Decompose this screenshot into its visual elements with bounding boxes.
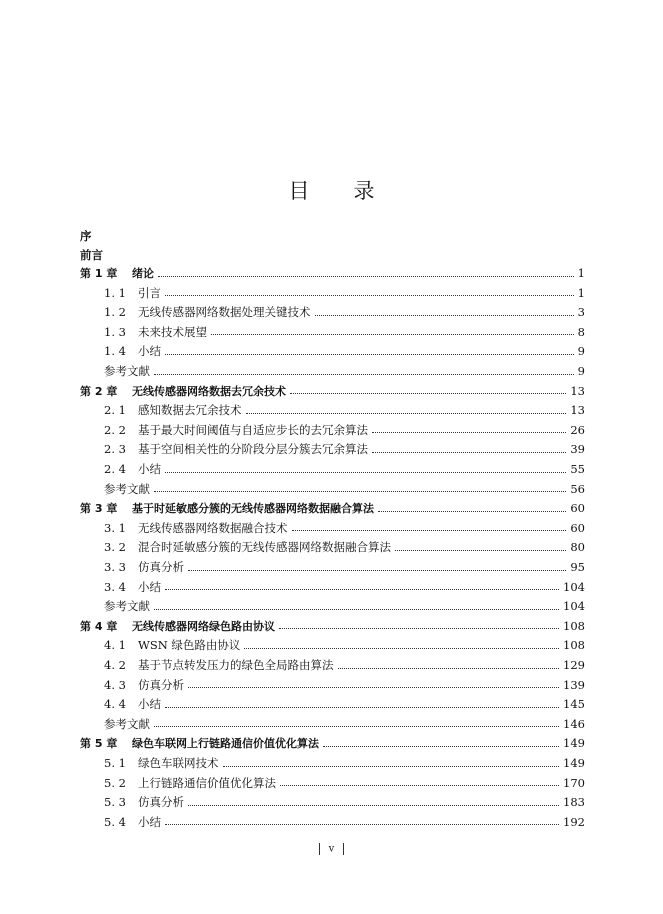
toc-entry-page: 55 xyxy=(570,462,585,476)
toc-references[interactable] xyxy=(104,481,585,497)
toc-entry-number: 2. 1 xyxy=(104,403,126,418)
toc-dot-leader xyxy=(165,589,559,590)
toc-entry-number: 4. 3 xyxy=(104,677,126,692)
toc-entry-title: 无线传感器网络数据去冗余技术 xyxy=(132,384,286,398)
footer-page-number: v xyxy=(328,843,335,855)
footer-bar-right xyxy=(343,843,344,855)
title-char-1: 目 xyxy=(288,179,310,203)
toc-entry-title: 基于最大时间阈值与自适应步长的去冗余算法 xyxy=(138,422,368,437)
toc-entry-page: 104 xyxy=(563,599,585,614)
toc-dot-leader xyxy=(154,374,574,375)
toc-section[interactable] xyxy=(104,696,585,712)
toc-section[interactable] xyxy=(104,677,585,693)
toc-entry-number: 第 5 章 xyxy=(80,737,118,751)
toc-entry-title: 参考文献 xyxy=(104,364,150,378)
toc-entry-page: 56 xyxy=(570,481,585,496)
toc-section[interactable] xyxy=(104,285,585,301)
toc-entry-number: 3. 1 xyxy=(104,520,126,535)
toc-entry-title: 小结 xyxy=(138,462,161,476)
toc-entry-title: 小结 xyxy=(138,579,161,594)
toc-dot-leader xyxy=(280,785,559,786)
toc-entry-number: 第 1 章 xyxy=(80,267,118,280)
toc-dot-leader xyxy=(154,491,566,492)
toc-entry-page: 3 xyxy=(577,305,585,320)
toc-section[interactable] xyxy=(104,520,585,536)
toc-entry-number: 5. 2 xyxy=(104,775,126,790)
toc-entry-page: 13 xyxy=(570,403,585,418)
toc-dot-leader xyxy=(188,687,559,688)
toc-entry-number: 3. 2 xyxy=(104,540,126,555)
toc-entry-title: 仿真分析 xyxy=(138,560,184,574)
toc-entry-number: 3. 3 xyxy=(104,560,126,574)
toc-dot-leader xyxy=(246,413,567,414)
page-footer xyxy=(0,843,663,855)
toc-dot-leader xyxy=(223,766,560,767)
toc-dot-leader xyxy=(378,511,566,512)
toc-entry-page: 39 xyxy=(570,442,585,457)
toc-entry-title: 引言 xyxy=(138,285,161,300)
toc-entry-number: 第 2 章 xyxy=(80,384,118,398)
toc-entry-number: 2. 2 xyxy=(104,422,126,437)
toc-entry-number: 5. 3 xyxy=(104,795,126,810)
toc-section[interactable] xyxy=(104,324,585,340)
toc-dot-leader xyxy=(372,452,566,453)
toc-entry-title: 绿色车联网上行链路通信价值优化算法 xyxy=(132,737,319,751)
toc-section[interactable] xyxy=(104,402,585,418)
toc-entry-number: 4. 2 xyxy=(104,658,126,672)
toc-entry-number: 1. 4 xyxy=(104,344,126,359)
toc-entry-title: 无线传感器网络绿色路由协议 xyxy=(132,619,275,633)
toc-chapter[interactable] xyxy=(80,265,585,281)
toc-entry-title: 基于空间相关性的分阶段分层分簇去冗余算法 xyxy=(138,442,368,457)
toc-section[interactable] xyxy=(104,794,585,810)
toc-dot-leader xyxy=(395,550,566,551)
toc-dot-leader xyxy=(165,472,566,473)
toc-entry-page: 60 xyxy=(570,520,585,535)
toc-dot-leader xyxy=(244,648,559,649)
toc-entry-page: 149 xyxy=(563,736,585,751)
toc-entry-title: WSN 绿色路由协议 xyxy=(138,638,241,653)
toc-chapter[interactable] xyxy=(80,500,585,516)
toc-entry-page: 8 xyxy=(577,324,585,339)
toc-entry-number: 2. 4 xyxy=(104,462,126,476)
toc-dot-leader xyxy=(323,746,559,747)
toc-section[interactable] xyxy=(104,755,585,771)
toc-entry-title: 上行链路通信价值优化算法 xyxy=(138,775,276,790)
toc-entry-page: 108 xyxy=(563,618,585,633)
toc-section[interactable] xyxy=(104,579,585,595)
toc-entry-number: 4. 1 xyxy=(104,638,126,653)
toc-entry-page: 146 xyxy=(563,716,585,731)
toc-dot-leader xyxy=(279,628,559,629)
toc-dot-leader xyxy=(338,668,560,669)
toc-entry-title: 绪论 xyxy=(132,267,154,280)
toc-entry-page: 183 xyxy=(563,795,585,810)
toc-entry-title: 无线传感器网络数据处理关键技术 xyxy=(138,305,311,320)
toc-chapter[interactable] xyxy=(80,735,585,751)
toc-section[interactable] xyxy=(104,441,585,457)
toc-entry-page: 1 xyxy=(577,285,585,300)
toc-entry-page: 95 xyxy=(570,560,585,574)
toc-dot-leader xyxy=(165,354,574,355)
toc-chapter[interactable] xyxy=(80,383,585,399)
toc-references[interactable] xyxy=(104,716,585,732)
toc-entry-title: 未来技术展望 xyxy=(138,324,207,339)
toc-entry-page: 192 xyxy=(563,814,585,829)
toc-entry-page: 60 xyxy=(570,501,585,516)
toc-chapter[interactable] xyxy=(80,618,585,634)
toc-entry-title: 基于节点转发压力的绿色全局路由算法 xyxy=(138,658,334,672)
footer-bar-left xyxy=(319,843,320,855)
toc-entry-page: 1 xyxy=(577,266,585,280)
toc-entry-page: 104 xyxy=(563,579,585,594)
toc-entry-title: 参考文献 xyxy=(104,599,150,614)
toc-dot-leader xyxy=(154,726,559,727)
toc-entry-title: 仿真分析 xyxy=(138,795,184,810)
toc-entry-page: 26 xyxy=(570,422,585,437)
page-title xyxy=(0,175,663,205)
toc-section[interactable] xyxy=(104,559,585,575)
toc-entry-number: 1. 2 xyxy=(104,305,126,320)
toc-entry-page: 149 xyxy=(563,756,585,770)
toc-entry-title: 小结 xyxy=(138,814,161,829)
toc-entry-title: 无线传感器网络数据融合技术 xyxy=(138,520,288,535)
toc-section[interactable] xyxy=(104,637,585,653)
toc-entry-page: 13 xyxy=(570,383,585,398)
toc-entry-title: 感知数据去冗余技术 xyxy=(138,403,242,418)
toc-dot-leader xyxy=(315,315,574,316)
toc-section[interactable] xyxy=(104,304,585,320)
toc-dot-leader xyxy=(290,393,566,394)
toc-section[interactable] xyxy=(104,461,585,477)
toc-dot-leader xyxy=(211,334,574,335)
toc-entry-number: 第 4 章 xyxy=(80,619,118,633)
toc-section[interactable] xyxy=(104,775,585,791)
toc-section[interactable] xyxy=(104,343,585,359)
toc-entry-title: 仿真分析 xyxy=(138,677,184,692)
toc-dot-leader xyxy=(165,707,559,708)
toc-dot-leader xyxy=(372,432,566,433)
toc-entry-title: 绿色车联网技术 xyxy=(138,756,219,770)
toc-entry-page: 129 xyxy=(563,658,585,672)
toc-foreword[interactable]: 前言 xyxy=(80,248,103,262)
toc-entry-number: 第 3 章 xyxy=(80,502,118,516)
toc-entry-page: 170 xyxy=(563,775,585,790)
toc-section[interactable] xyxy=(104,814,585,830)
toc-references[interactable] xyxy=(104,363,585,379)
toc-entry-page: 9 xyxy=(577,344,585,359)
toc-entry-number: 3. 4 xyxy=(104,579,126,594)
toc-dot-leader xyxy=(292,530,567,531)
toc-entry-title: 小结 xyxy=(138,344,161,359)
toc-dot-leader xyxy=(188,805,559,806)
toc-section[interactable] xyxy=(104,657,585,673)
toc-dot-leader xyxy=(188,570,566,571)
toc-entry-title: 混合时延敏感分簇的无线传感器网络数据融合算法 xyxy=(138,540,391,555)
toc-dot-leader xyxy=(154,609,559,610)
toc-entry-page: 9 xyxy=(577,364,585,378)
toc-entry-number: 4. 4 xyxy=(104,697,126,712)
toc-entry-number: 1. 1 xyxy=(104,285,126,300)
toc-section[interactable] xyxy=(104,422,585,438)
toc-preface[interactable]: 序 xyxy=(80,229,92,243)
toc-section[interactable] xyxy=(104,539,585,555)
title-char-2: 录 xyxy=(353,179,375,203)
toc-entry-title: 参考文献 xyxy=(104,716,150,731)
toc-entry-page: 145 xyxy=(563,697,585,712)
toc-dot-leader xyxy=(165,295,574,296)
toc-entry-page: 108 xyxy=(563,638,585,653)
toc-entry-title: 基于时延敏感分簇的无线传感器网络数据融合算法 xyxy=(132,502,374,516)
toc-entry-number: 5. 1 xyxy=(104,756,126,770)
toc-entry-number: 2. 3 xyxy=(104,442,126,457)
toc-dot-leader xyxy=(158,276,574,277)
toc-entry-page: 80 xyxy=(570,540,585,555)
toc-entry-title: 参考文献 xyxy=(104,481,150,496)
toc-entry-page: 139 xyxy=(563,677,585,692)
toc-entry-number: 5. 4 xyxy=(104,814,126,829)
toc-dot-leader xyxy=(165,824,559,825)
toc-entry-number: 1. 3 xyxy=(104,324,126,339)
toc-entry-title: 小结 xyxy=(138,697,161,712)
toc-references[interactable] xyxy=(104,598,585,614)
